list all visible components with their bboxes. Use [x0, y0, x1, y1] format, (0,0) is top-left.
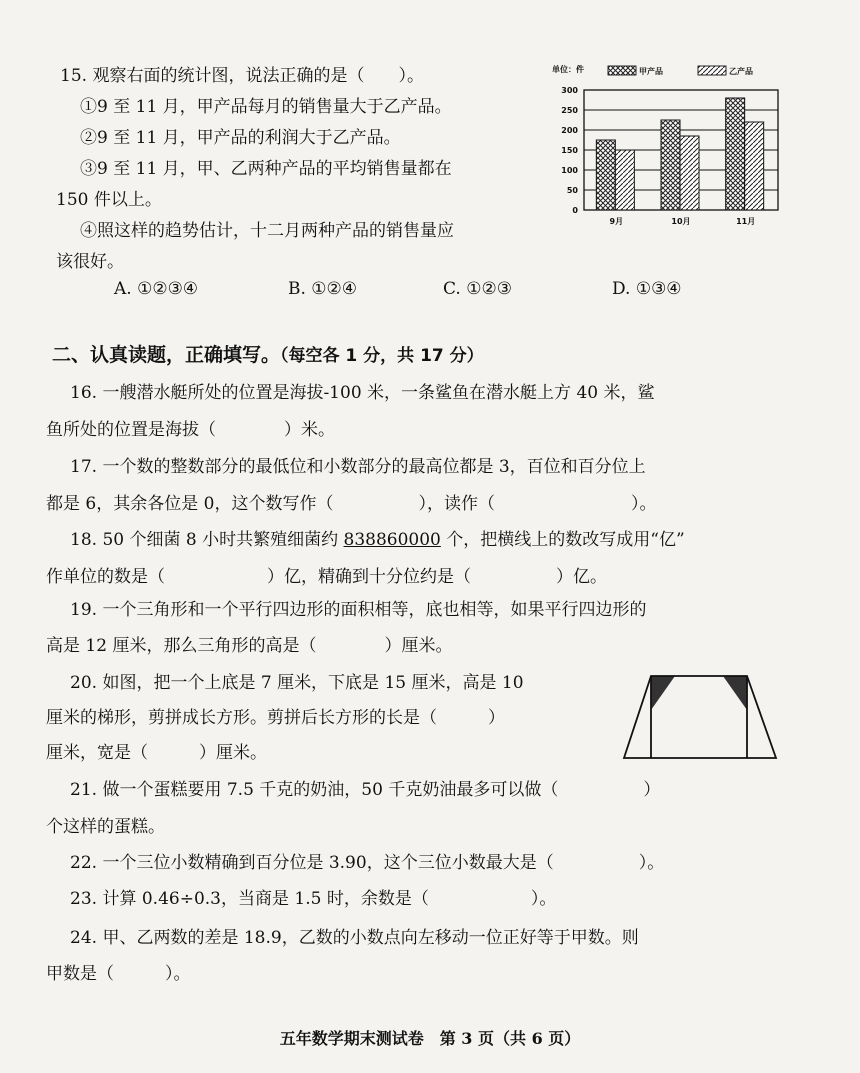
- chart-legend: [608, 66, 753, 76]
- trapezoid-figure: [620, 672, 780, 764]
- q24-line-2: 甲数是（ ）。: [46, 964, 191, 984]
- q17-line-1: 17. 一个数的整数部分的最低位和小数部分的最高位都是 3，百位和百分位上: [70, 457, 646, 477]
- page-footer: 五年数学期末测试卷 第 3 页（共 6 页）: [279, 1029, 581, 1048]
- q16-line-1: 16. 一艘潜水艇所处的位置是海拔-100 米，一条鲨鱼在潜水艇上方 40 米，鲨: [70, 383, 655, 403]
- q18-text-a: 18. 50 个细菌 8 小时共繁殖细菌约: [70, 530, 344, 550]
- q15-option-d: D. ①③④: [612, 279, 682, 299]
- q15-option-c: C. ①②③: [443, 279, 512, 299]
- bar-product-jia: [596, 140, 615, 210]
- q18-text-b: 个，把横线上的数改写成用“亿”: [440, 530, 685, 550]
- q22-line: 22. 一个三位小数精确到百分位是 3.90，这个三位小数最大是（ ）。: [70, 853, 665, 873]
- bar-product-jia: [661, 120, 680, 210]
- q18-line-1: [70, 528, 685, 552]
- q19-line-2: 高是 12 厘米，那么三角形的高是（ ）厘米。: [46, 636, 453, 656]
- y-tick-label: 300: [561, 86, 578, 95]
- q16-line-2: 鱼所处的位置是海拔（ ）米。: [46, 420, 335, 440]
- trapezoid-outline: [624, 676, 776, 758]
- q15-statement-3-cont: 150 件以上。: [56, 190, 162, 210]
- q17-line-2: 都是 6，其余各位是 0，这个数写作（ ），读作（ ）。: [46, 494, 657, 514]
- q21-line-2: 个这样的蛋糕。: [46, 817, 165, 837]
- chart-unit-label: 单位：件: [552, 65, 584, 74]
- cut-triangle-left: [651, 676, 675, 710]
- q18-line-2: 作单位的数是（ ）亿，精确到十分位约是（ ）亿。: [46, 567, 607, 587]
- q24-line-1: 24. 甲、乙两数的差是 18.9，乙数的小数点向左移动一位正好等于甲数。则: [70, 928, 639, 948]
- q15-option-a: A. ①②③④: [114, 279, 199, 299]
- q15-statement-1: ①9 至 11 月，甲产品每月的销售量大于乙产品。: [80, 97, 452, 117]
- q18-underlined-number: 838860000: [343, 530, 441, 550]
- legend-swatch: [608, 66, 636, 75]
- q15-statement-2: ②9 至 11 月，甲产品的利润大于乙产品。: [80, 128, 401, 148]
- bar-product-yi: [615, 150, 634, 210]
- q15-stem: 15. 观察右面的统计图，说法正确的是（ ）。: [60, 66, 424, 86]
- q20-line-1: 20. 如图，把一个上底是 7 厘米，下底是 15 厘米，高是 10: [70, 673, 524, 693]
- bar-product-yi: [680, 136, 699, 210]
- q15-statement-4-cont: 该很好。: [56, 252, 124, 272]
- y-tick-label: 250: [561, 106, 578, 115]
- bar-product-jia: [726, 98, 745, 210]
- y-tick-label: 0: [572, 206, 578, 215]
- y-tick-label: 100: [561, 166, 578, 175]
- section-2-heading: 二、认真读题，正确填写。: [52, 344, 281, 366]
- x-tick-label: 9月: [609, 217, 624, 226]
- cut-triangle-right: [723, 676, 747, 710]
- q20-line-3: 厘米，宽是（ ）厘米。: [46, 743, 267, 763]
- q19-line-1: 19. 一个三角形和一个平行四边形的面积相等，底也相等，如果平行四边形的: [70, 600, 647, 620]
- x-tick-label: 11月: [736, 217, 756, 226]
- x-tick-label: 10月: [671, 217, 691, 226]
- chart-labels: [552, 64, 755, 226]
- q21-line-1: 21. 做一个蛋糕要用 7.5 千克的奶油，50 千克奶油最多可以做（ ）: [70, 780, 661, 800]
- bar-product-yi: [745, 122, 764, 210]
- y-tick-label: 50: [566, 186, 578, 195]
- section-2-score-note: （每空各 1 分，共 17 分）: [280, 346, 484, 366]
- q15-option-b: B. ①②④: [288, 279, 358, 299]
- chart-bars: [596, 98, 763, 210]
- legend-label: 甲产品: [639, 67, 663, 76]
- q15-statement-4: ④照这样的趋势估计，十二月两种产品的销售量应: [80, 221, 454, 241]
- legend-swatch: [698, 66, 726, 75]
- legend-label: 乙产品: [729, 67, 753, 76]
- sales-bar-chart: [548, 58, 788, 238]
- q20-line-2: 厘米的梯形，剪拼成长方形。剪拼后长方形的长是（ ）: [46, 708, 505, 728]
- y-tick-label: 200: [561, 126, 578, 135]
- y-tick-label: 150: [561, 146, 578, 155]
- q23-line: 23. 计算 0.46÷0.3，当商是 1.5 时，余数是（ ）。: [70, 889, 557, 909]
- q15-statement-3: ③9 至 11 月，甲、乙两种产品的平均销售量都在: [80, 159, 452, 179]
- section-2-title: [52, 340, 484, 367]
